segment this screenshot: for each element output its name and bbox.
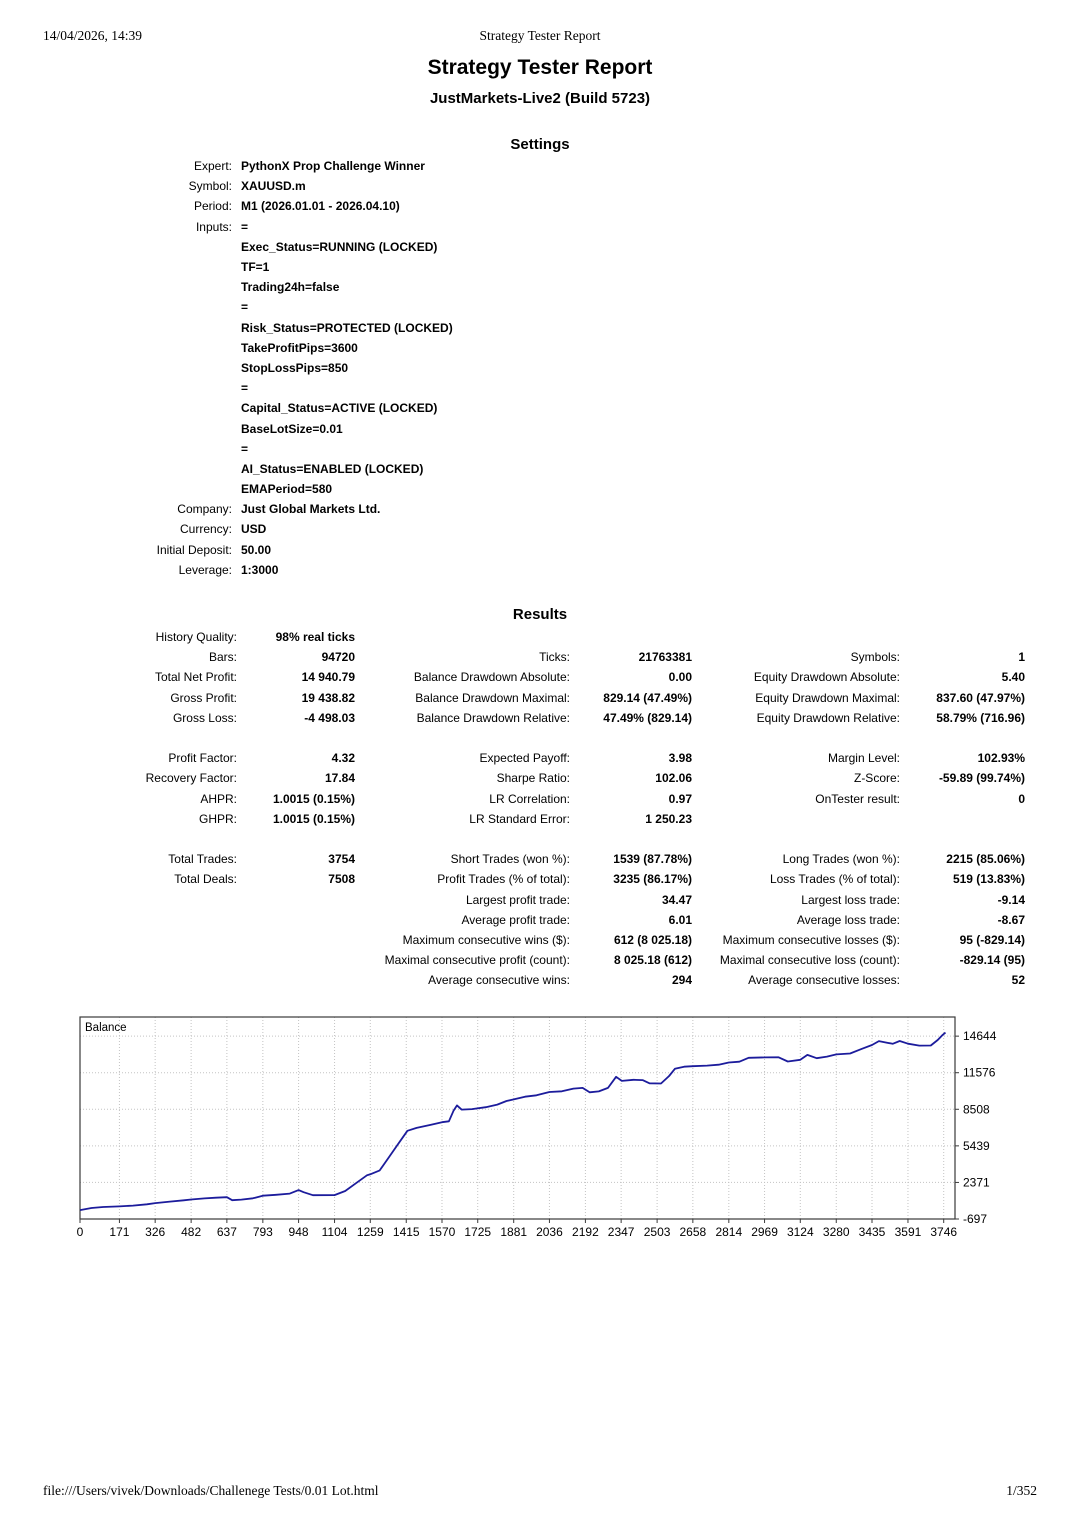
results-row bbox=[55, 748, 1025, 768]
x-axis-label: 1570 bbox=[428, 1225, 456, 1239]
settings-value: Exec_Status=RUNNING (LOCKED) bbox=[241, 239, 438, 254]
x-axis-label: 2347 bbox=[607, 1225, 635, 1239]
x-axis-label: 2814 bbox=[715, 1225, 743, 1239]
x-axis-label: 3435 bbox=[858, 1225, 886, 1239]
result-value: 102.06 bbox=[655, 771, 692, 786]
result-value: 612 (8 025.18) bbox=[613, 932, 692, 947]
print-datetime: 14/04/2026, 14:39 bbox=[43, 28, 143, 43]
results-table bbox=[55, 627, 1025, 990]
settings-value: BaseLotSize=0.01 bbox=[241, 421, 343, 436]
settings-row bbox=[40, 560, 453, 580]
result-value: 3235 (86.17%) bbox=[613, 872, 692, 887]
result-label: Equity Drawdown Relative: bbox=[756, 710, 900, 725]
results-row bbox=[55, 768, 1025, 788]
settings-row bbox=[40, 519, 453, 539]
result-value: -829.14 (95) bbox=[959, 953, 1025, 968]
result-value: 1 bbox=[1018, 650, 1025, 665]
result-label: LR Standard Error: bbox=[469, 811, 570, 826]
results-row bbox=[55, 910, 1025, 930]
y-axis-label: 14644 bbox=[963, 1029, 997, 1044]
chart-series-title: Balance bbox=[85, 1022, 127, 1034]
report-title: Strategy Tester Report bbox=[427, 56, 653, 79]
x-axis-label: 793 bbox=[252, 1225, 273, 1239]
result-label: Average consecutive wins: bbox=[428, 973, 570, 988]
settings-value: USD bbox=[241, 522, 267, 537]
result-value: 0.00 bbox=[668, 670, 692, 685]
result-value: 19 438.82 bbox=[301, 690, 355, 705]
results-row bbox=[55, 708, 1025, 728]
results-row bbox=[55, 667, 1025, 687]
result-value: 47.49% (829.14) bbox=[603, 710, 692, 725]
result-label: Average loss trade: bbox=[796, 912, 900, 927]
result-label: Ticks: bbox=[539, 650, 570, 665]
settings-row bbox=[40, 156, 453, 176]
settings-row bbox=[40, 358, 453, 378]
result-value: -4 498.03 bbox=[304, 710, 355, 725]
results-spacer-row bbox=[55, 829, 1025, 849]
x-axis-label: 326 bbox=[145, 1225, 166, 1239]
settings-value: Just Global Markets Ltd. bbox=[241, 502, 381, 517]
result-label: Profit Trades (% of total): bbox=[437, 872, 570, 887]
results-row bbox=[55, 869, 1025, 889]
result-label: Margin Level: bbox=[827, 751, 900, 766]
x-axis-label: 2036 bbox=[536, 1225, 563, 1239]
result-label: GHPR: bbox=[198, 811, 237, 826]
settings-row bbox=[40, 499, 453, 519]
settings-value: XAUUSD.m bbox=[241, 179, 306, 194]
result-label: Balance Drawdown Relative: bbox=[416, 710, 570, 725]
result-value: 98% real ticks bbox=[275, 630, 355, 645]
result-label: LR Correlation: bbox=[489, 791, 570, 806]
y-axis-label: 8508 bbox=[963, 1102, 990, 1117]
x-axis-label: 3280 bbox=[822, 1225, 850, 1239]
y-axis-label: -697 bbox=[963, 1212, 988, 1226]
result-label: Equity Drawdown Maximal: bbox=[755, 690, 900, 705]
settings-label: Currency: bbox=[179, 522, 232, 537]
settings-row bbox=[40, 196, 453, 216]
settings-value: = bbox=[241, 381, 249, 396]
settings-row bbox=[40, 418, 453, 438]
settings-label: Expert: bbox=[193, 159, 232, 174]
settings-heading: Settings bbox=[510, 136, 570, 153]
results-row bbox=[55, 809, 1025, 829]
result-label: Maximal consecutive loss (count): bbox=[719, 953, 900, 968]
results-row bbox=[55, 970, 1025, 990]
results-row bbox=[55, 627, 1025, 647]
x-axis-label: 482 bbox=[181, 1225, 202, 1239]
result-value: 102.93% bbox=[977, 751, 1025, 766]
print-doc-title: Strategy Tester Report bbox=[479, 28, 601, 43]
results-row bbox=[55, 647, 1025, 667]
x-axis-label: 1725 bbox=[464, 1225, 492, 1239]
settings-value: = bbox=[241, 300, 249, 315]
result-value: 21763381 bbox=[638, 650, 692, 665]
result-label: Total Net Profit: bbox=[154, 670, 237, 685]
settings-value: = bbox=[241, 441, 249, 456]
result-label: Symbols: bbox=[850, 650, 900, 665]
settings-value: 50.00 bbox=[241, 542, 272, 557]
result-label: Total Deals: bbox=[174, 872, 237, 887]
result-label: History Quality: bbox=[155, 630, 237, 645]
balance-chart-svg bbox=[40, 1010, 1040, 1255]
settings-row bbox=[40, 378, 453, 398]
results-row bbox=[55, 930, 1025, 950]
result-value: 0 bbox=[1018, 791, 1025, 806]
settings-row bbox=[40, 479, 453, 499]
settings-value: AI_Status=ENABLED (LOCKED) bbox=[241, 461, 424, 476]
result-value: 1 250.23 bbox=[645, 811, 692, 826]
x-axis-label: 2503 bbox=[643, 1225, 671, 1239]
results-row bbox=[55, 688, 1025, 708]
result-label: Balance Drawdown Maximal: bbox=[415, 690, 570, 705]
settings-row bbox=[40, 237, 453, 257]
settings-value: TF=1 bbox=[241, 260, 270, 275]
result-label: AHPR: bbox=[200, 791, 237, 806]
settings-value: = bbox=[241, 219, 249, 234]
result-label: Bars: bbox=[208, 650, 237, 665]
y-axis-label: 11576 bbox=[963, 1065, 996, 1080]
settings-row bbox=[40, 459, 453, 479]
result-value: 1539 (87.78%) bbox=[613, 852, 692, 867]
result-value: 95 (-829.14) bbox=[959, 932, 1025, 947]
result-value: 94720 bbox=[321, 650, 355, 665]
result-value: 2215 (85.06%) bbox=[946, 852, 1025, 867]
results-row bbox=[55, 849, 1025, 869]
settings-value: EMAPeriod=580 bbox=[241, 482, 333, 497]
settings-value: StopLossPips=850 bbox=[241, 360, 349, 375]
settings-value: 1:3000 bbox=[241, 562, 279, 577]
result-value: 0.97 bbox=[668, 791, 692, 806]
y-axis-label: 2371 bbox=[963, 1175, 990, 1190]
x-axis-label: 2658 bbox=[679, 1225, 707, 1239]
balance-line bbox=[80, 1033, 946, 1211]
result-value: -8.67 bbox=[997, 912, 1025, 927]
chart-border bbox=[80, 1017, 955, 1219]
result-label: OnTester result: bbox=[815, 791, 900, 806]
settings-row bbox=[40, 318, 453, 338]
footer-page-number: 1/352 bbox=[1006, 1483, 1037, 1498]
result-label: Maximal consecutive profit (count): bbox=[384, 953, 570, 968]
x-axis-label: 1104 bbox=[321, 1225, 348, 1239]
x-axis-label: 637 bbox=[216, 1225, 237, 1239]
result-label: Gross Loss: bbox=[172, 710, 237, 725]
result-label: Sharpe Ratio: bbox=[496, 771, 570, 786]
settings-row bbox=[40, 176, 453, 196]
result-value: 1.0015 (0.15%) bbox=[272, 811, 355, 826]
x-axis-label: 1259 bbox=[356, 1225, 384, 1239]
result-value: 7508 bbox=[328, 872, 355, 887]
results-row bbox=[55, 889, 1025, 909]
results-row bbox=[55, 950, 1025, 970]
result-value: 34.47 bbox=[661, 892, 692, 907]
settings-row bbox=[40, 257, 453, 277]
x-axis-label: 1415 bbox=[392, 1225, 420, 1239]
x-axis-label: 171 bbox=[109, 1225, 130, 1239]
result-label: Gross Profit: bbox=[170, 690, 237, 705]
settings-label: Inputs: bbox=[195, 219, 232, 234]
result-value: -9.14 bbox=[997, 892, 1025, 907]
result-label: Maximum consecutive wins ($): bbox=[402, 932, 570, 947]
settings-label: Period: bbox=[193, 199, 232, 214]
result-label: Largest profit trade: bbox=[465, 892, 570, 907]
result-label: Loss Trades (% of total): bbox=[769, 872, 900, 887]
settings-row bbox=[40, 217, 453, 237]
result-label: Total Trades: bbox=[168, 852, 237, 867]
results-heading: Results bbox=[512, 606, 568, 623]
result-value: -59.89 (99.74%) bbox=[938, 771, 1025, 786]
results-row bbox=[55, 789, 1025, 809]
result-value: 52 bbox=[1011, 973, 1025, 988]
result-value: 1.0015 (0.15%) bbox=[272, 791, 355, 806]
x-axis-label: 948 bbox=[288, 1225, 309, 1239]
settings-row bbox=[40, 439, 453, 459]
x-axis-label: 3746 bbox=[930, 1225, 958, 1239]
x-axis-label: 2969 bbox=[751, 1225, 778, 1239]
server-build-line: JustMarkets-Live2 (Build 5723) bbox=[429, 90, 651, 107]
settings-value: Risk_Status=PROTECTED (LOCKED) bbox=[241, 320, 453, 335]
settings-value: Trading24h=false bbox=[241, 280, 340, 295]
result-label: Maximum consecutive losses ($): bbox=[722, 932, 900, 947]
result-label: Expected Payoff: bbox=[479, 751, 570, 766]
result-label: Average consecutive losses: bbox=[748, 973, 900, 988]
x-axis-label: 0 bbox=[76, 1225, 84, 1239]
print-header bbox=[43, 28, 1037, 44]
settings-value: M1 (2026.01.01 - 2026.04.10) bbox=[241, 199, 400, 214]
result-label: Balance Drawdown Absolute: bbox=[413, 670, 570, 685]
settings-value: Capital_Status=ACTIVE (LOCKED) bbox=[241, 401, 438, 416]
x-axis-label: 1881 bbox=[500, 1225, 528, 1239]
result-label: Short Trades (won %): bbox=[450, 852, 570, 867]
result-label: Z-Score: bbox=[853, 771, 900, 786]
settings-label: Symbol: bbox=[188, 179, 232, 194]
x-axis-label: 2192 bbox=[572, 1225, 599, 1239]
settings-row bbox=[40, 297, 453, 317]
result-value: 5.40 bbox=[1001, 670, 1025, 685]
result-value: 3.98 bbox=[668, 751, 692, 766]
settings-row bbox=[40, 398, 453, 418]
result-value: 837.60 (47.97%) bbox=[936, 690, 1025, 705]
result-value: 17.84 bbox=[324, 771, 355, 786]
balance-chart bbox=[40, 1010, 1040, 1255]
result-value: 6.01 bbox=[668, 912, 692, 927]
x-axis-label: 3591 bbox=[894, 1225, 922, 1239]
result-label: Profit Factor: bbox=[168, 751, 237, 766]
settings-row bbox=[40, 338, 453, 358]
settings-table bbox=[40, 156, 453, 580]
settings-row bbox=[40, 277, 453, 297]
x-axis-label: 3124 bbox=[786, 1225, 814, 1239]
result-value: 294 bbox=[671, 973, 692, 988]
result-label: Average profit trade: bbox=[461, 912, 570, 927]
result-value: 4.32 bbox=[331, 751, 355, 766]
result-label: Equity Drawdown Absolute: bbox=[753, 670, 900, 685]
result-label: Largest loss trade: bbox=[801, 892, 900, 907]
settings-value: PythonX Prop Challenge Winner bbox=[241, 159, 425, 174]
result-value: 8 025.18 (612) bbox=[613, 953, 692, 968]
print-footer bbox=[43, 1483, 1037, 1499]
result-value: 3754 bbox=[328, 852, 355, 867]
y-axis-label: 5439 bbox=[963, 1138, 990, 1153]
settings-label: Company: bbox=[177, 502, 232, 517]
result-value: 58.79% (716.96) bbox=[936, 710, 1025, 725]
settings-label: Leverage: bbox=[178, 562, 232, 577]
result-value: 14 940.79 bbox=[301, 670, 355, 685]
settings-value: TakeProfitPips=3600 bbox=[241, 340, 358, 355]
result-label: Recovery Factor: bbox=[145, 771, 237, 786]
settings-row bbox=[40, 540, 453, 560]
results-spacer-row bbox=[55, 728, 1025, 748]
result-value: 519 (13.83%) bbox=[952, 872, 1025, 887]
footer-file-url: file:///Users/vivek/Downloads/Challenege Tests/0.01 Lot.html bbox=[43, 1483, 379, 1498]
result-label: Long Trades (won %): bbox=[782, 852, 900, 867]
settings-label: Initial Deposit: bbox=[156, 542, 232, 557]
result-value: 829.14 (47.49%) bbox=[603, 690, 692, 705]
